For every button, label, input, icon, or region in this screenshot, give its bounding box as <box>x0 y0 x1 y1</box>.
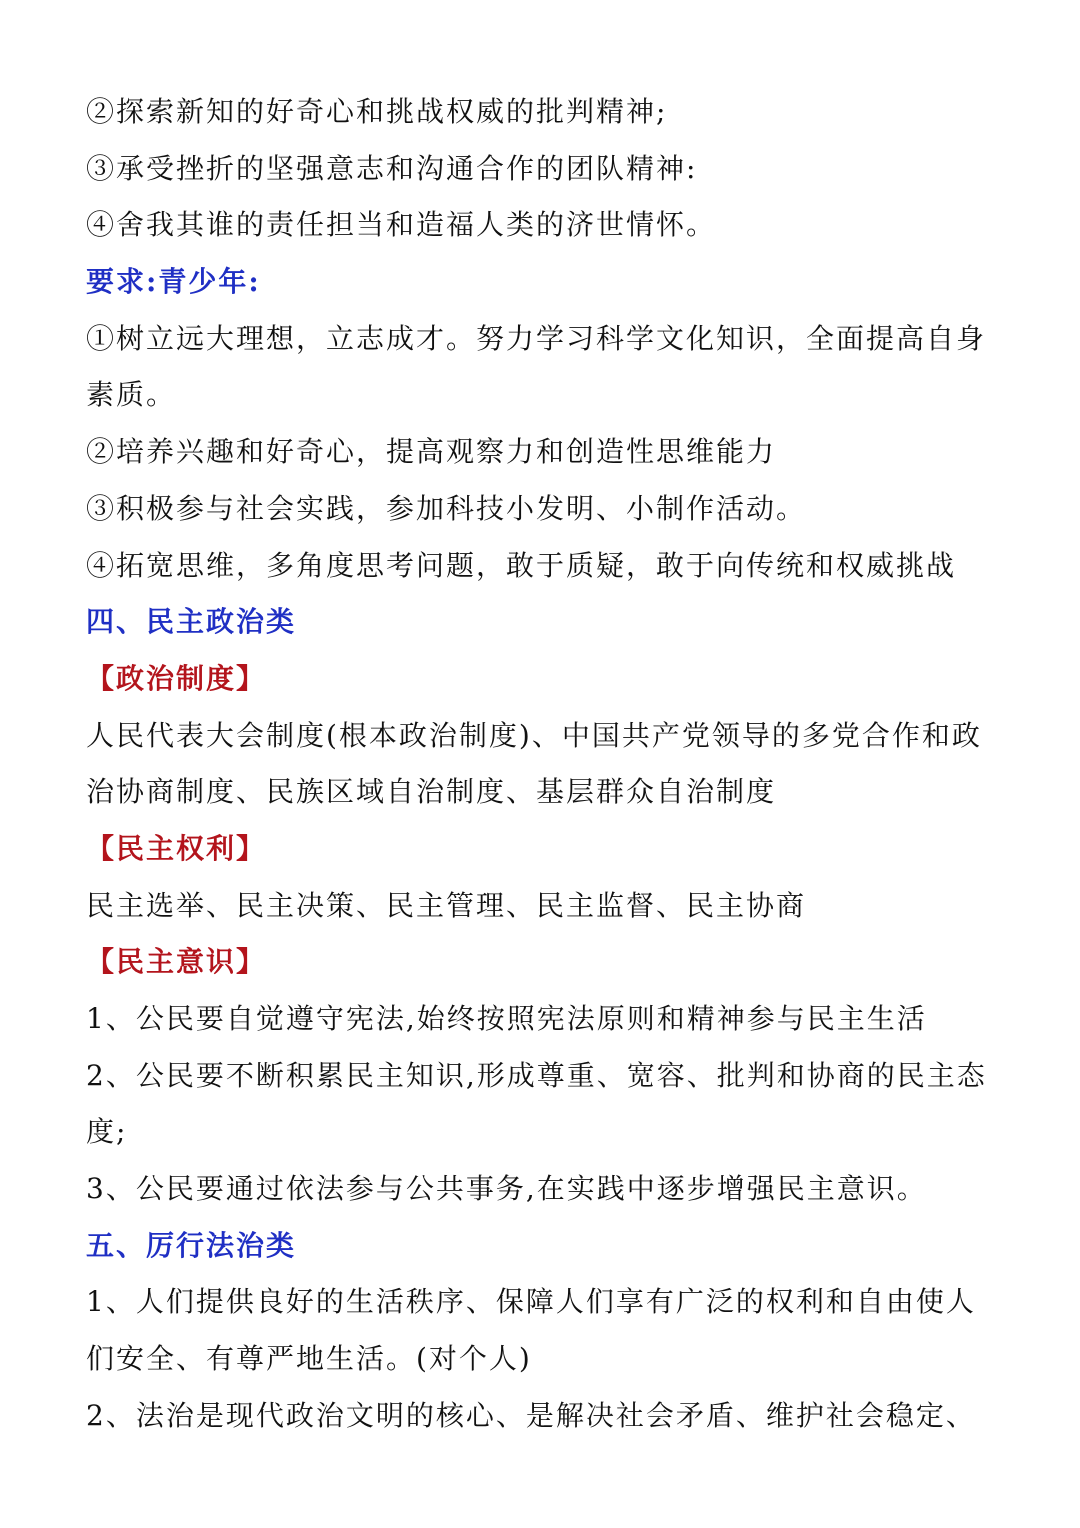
text-line: 治协商制度、民族区域自治制度、基层群众自治制度 <box>86 775 777 809</box>
requirement-heading: 要求:青少年: <box>86 265 261 299</box>
text-line: 1、人们提供良好的生活秩序、保障人们享有广泛的权利和自由使人 <box>86 1285 976 1319</box>
text-line: 民主选举、民主决策、民主管理、民主监督、民主协商 <box>86 888 807 922</box>
text-line: 2、法治是现代政治文明的核心、是解决社会矛盾、维护社会稳定、 <box>86 1398 976 1432</box>
text-line: ④拓宽思维，多角度思考问题，敢于质疑，敢于向传统和权威挑战 <box>86 548 957 582</box>
text-line: 3、公民要通过依法参与公共事务,在实践中逐步增强民主意识。 <box>86 1172 927 1206</box>
text-line: ①树立远大理想，立志成才。努力学习科学文化知识，全面提高自身 <box>86 321 987 355</box>
text-line: 人民代表大会制度(根本政治制度)、中国共产党领导的多党合作和政 <box>86 718 982 752</box>
section-heading-rule-of-law: 五、厉行法治类 <box>86 1228 297 1262</box>
document-page <box>86 84 1002 1445</box>
subheading-political-system: 【政治制度】 <box>86 661 267 695</box>
text-line: ③积极参与社会实践，参加科技小发明、小制作活动。 <box>86 491 807 525</box>
text-line: 2、公民要不断积累民主知识,形成尊重、宽容、批判和协商的民主态 <box>86 1058 987 1092</box>
text-line: ③承受挫折的坚强意志和沟通合作的团队精神: <box>86 151 698 185</box>
text-line: ②探索新知的好奇心和挑战权威的批判精神; <box>86 95 668 128</box>
text-line: 素质。 <box>86 378 177 412</box>
text-line: 度; <box>86 1115 128 1149</box>
text-line: 们安全、有尊严地生活。(对个人) <box>86 1342 532 1376</box>
text-line: ②培养兴趣和好奇心，提高观察力和创造性思维能力 <box>86 435 777 469</box>
text-line: ④舍我其谁的责任担当和造福人类的济世情怀。 <box>86 208 717 242</box>
subheading-democratic-rights: 【民主权利】 <box>86 831 267 865</box>
section-heading-democracy: 四、民主政治类 <box>86 605 297 639</box>
text-line: 1、公民要自觉遵守宪法,始终按照宪法原则和精神参与民主生活 <box>86 1002 927 1035</box>
subheading-democratic-awareness: 【民主意识】 <box>86 945 267 979</box>
